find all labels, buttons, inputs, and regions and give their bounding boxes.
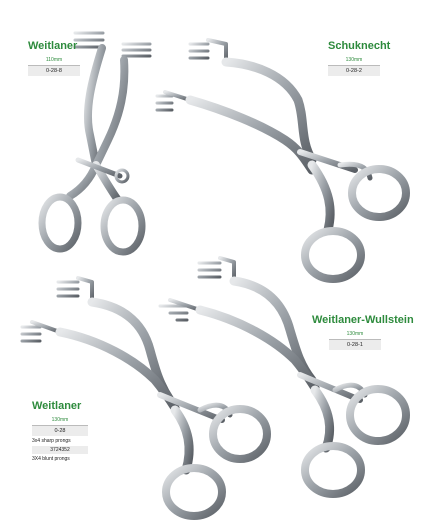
product-code: 0-28-1 <box>329 340 381 350</box>
product-code: 0-28 <box>32 426 88 436</box>
product-note: 3x4 sharp prongs <box>32 438 71 444</box>
product-code: 0-28-8 <box>28 66 80 76</box>
product-code: 0-28-2 <box>328 66 380 76</box>
product-name: Schuknecht <box>328 40 391 52</box>
product-spec <box>28 56 80 76</box>
product-code-secondary: 3724352 <box>32 446 88 454</box>
product-name: Weitlaner-Wullstein <box>312 314 414 326</box>
product-spec <box>329 330 381 350</box>
product-spec <box>328 56 380 76</box>
product-size: 110mm <box>28 56 80 66</box>
product-size: 130mm <box>32 416 88 426</box>
product-label-schuknecht <box>328 40 391 76</box>
product-label-weitlaner-wullstein <box>312 314 414 350</box>
weitlaner-large-retractor <box>22 278 267 516</box>
product-name: Weitlaner <box>28 40 78 52</box>
product-label-weitlaner-small <box>28 40 80 76</box>
product-name: Weitlaner <box>32 400 82 412</box>
weitlaner-wullstein-retractor <box>160 258 414 494</box>
product-label-weitlaner-large <box>32 400 88 464</box>
product-size: 130mm <box>329 330 381 340</box>
product-note: 3X4 blunt prongs <box>32 456 70 462</box>
product-spec <box>32 416 88 464</box>
product-size: 130mm <box>328 56 380 66</box>
